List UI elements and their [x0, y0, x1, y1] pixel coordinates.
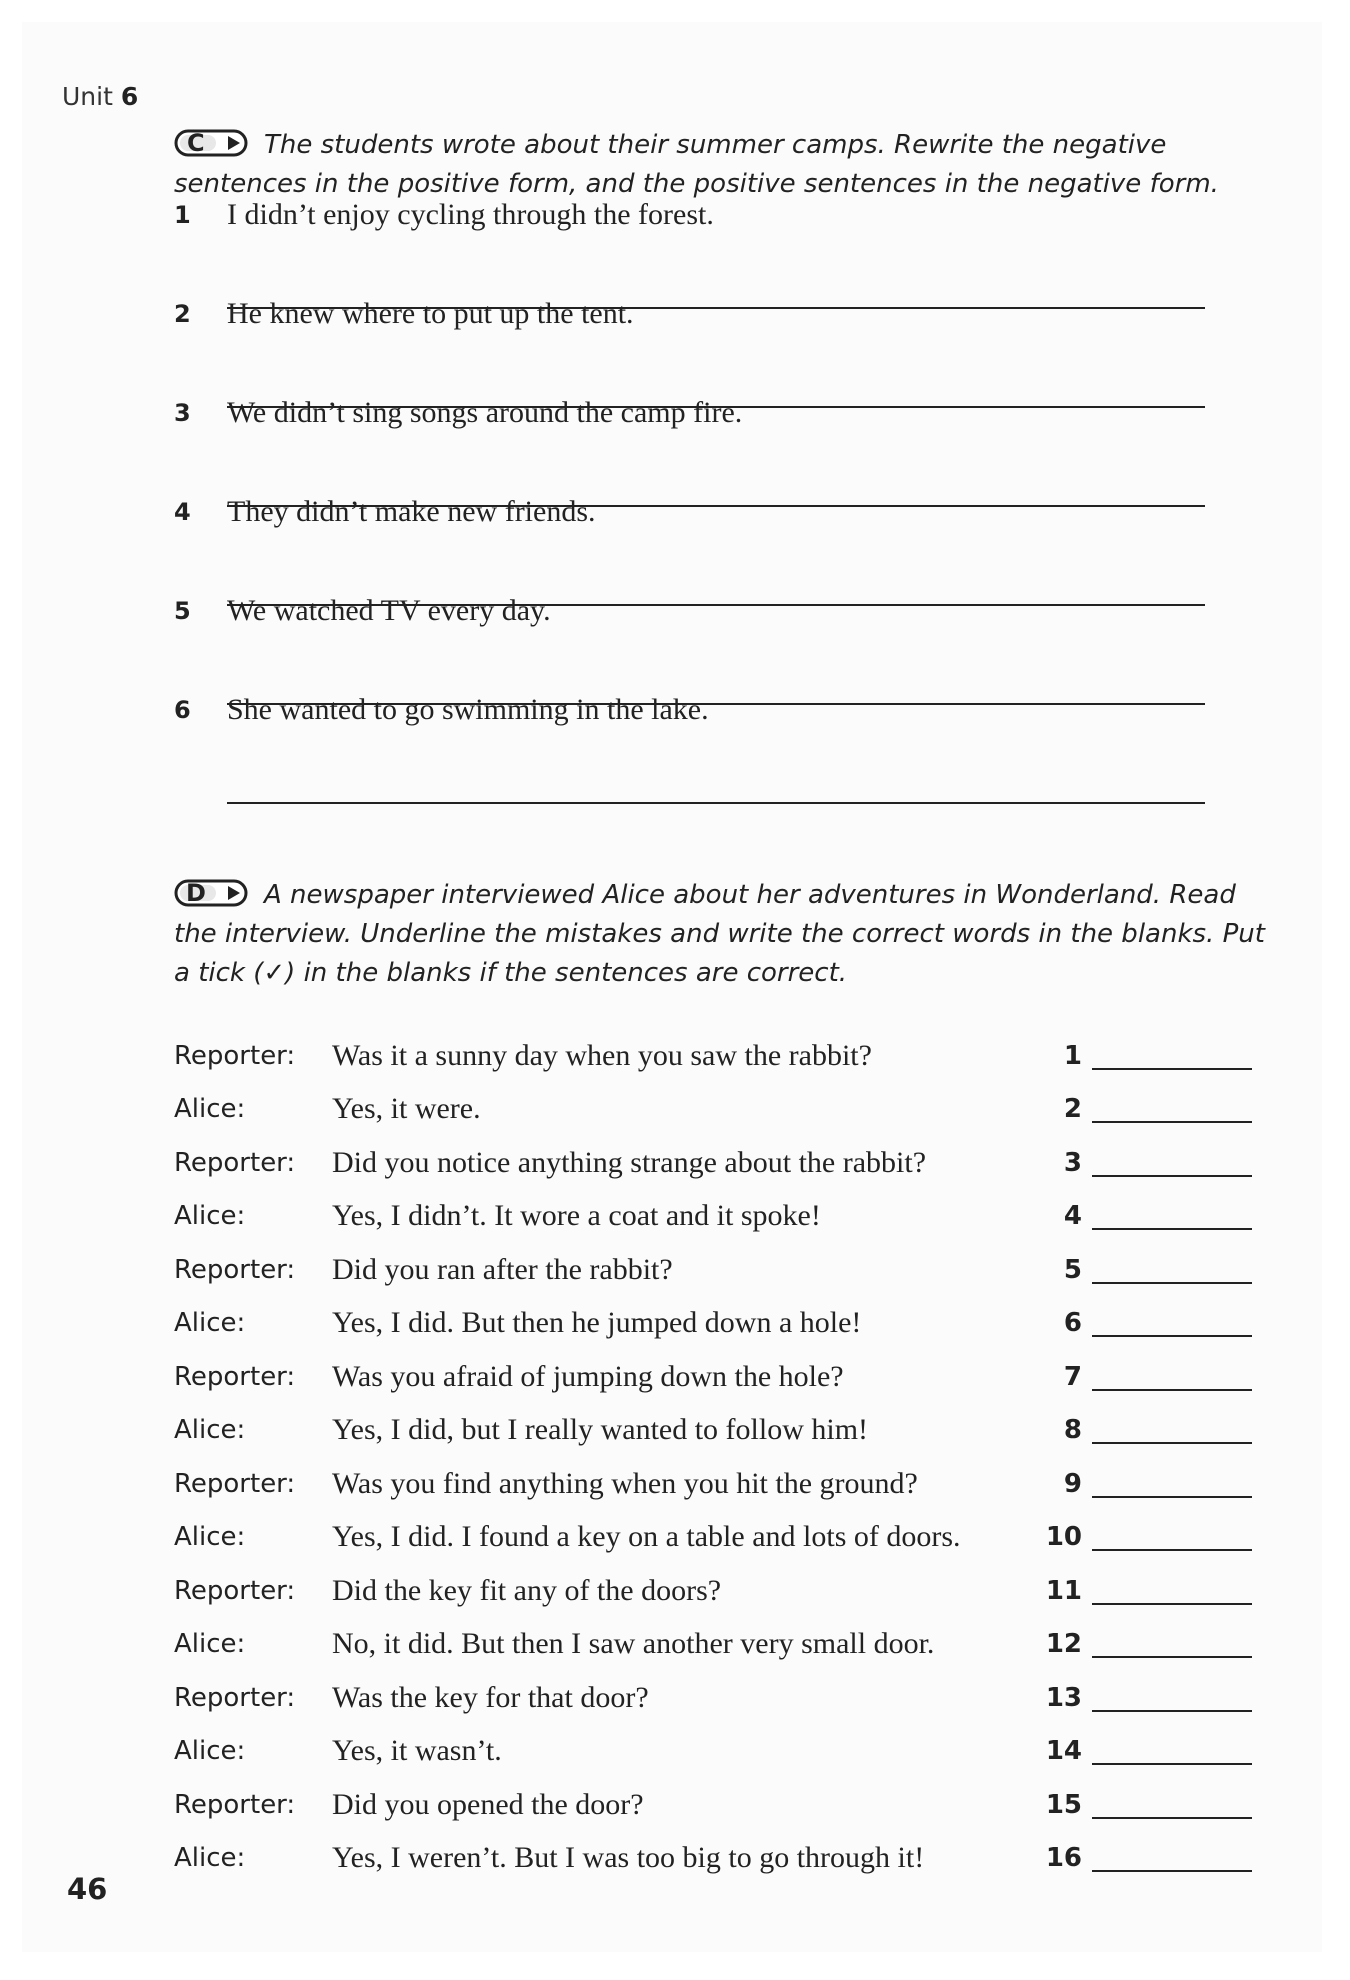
exercise-d-instruction-text: A newspaper interviewed Alice about her adventures in Wonderland. Read the interview. Underline the mistakes and write the correct words in the blanks. Put a tick (✓) in the blanks if the sentences are correct.	[174, 880, 1265, 988]
answer-number: 16	[1045, 1843, 1082, 1873]
speaker: Alice:	[174, 1201, 246, 1231]
workbook-page	[22, 22, 1322, 1952]
utterance: Was you find anything when you hit the ground?	[332, 1467, 918, 1500]
speaker: Reporter:	[174, 1790, 296, 1820]
answer-blank[interactable]	[1092, 1121, 1252, 1123]
answer-number: 1	[1063, 1041, 1082, 1071]
answer-blank[interactable]	[1092, 1496, 1252, 1498]
utterance: Yes, I didn’t. It wore a coat and it spoke!	[332, 1199, 821, 1232]
answer-blank[interactable]	[1092, 1710, 1252, 1712]
speaker: Alice:	[174, 1629, 246, 1659]
interview-line	[174, 1248, 1284, 1292]
answer-blank[interactable]	[1092, 1549, 1252, 1551]
speaker: Alice:	[174, 1415, 246, 1445]
speaker: Alice:	[174, 1094, 246, 1124]
item-number: 5	[174, 597, 191, 625]
answer-number: 3	[1063, 1148, 1082, 1178]
unit-number: 6	[120, 82, 139, 111]
interview-line	[174, 1729, 1284, 1773]
interview-line	[174, 1141, 1284, 1185]
answer-number: 15	[1045, 1790, 1082, 1820]
speaker: Reporter:	[174, 1255, 296, 1285]
speaker: Alice:	[174, 1522, 246, 1552]
exercise-c-item	[174, 690, 1224, 730]
answer-blank[interactable]	[1092, 1228, 1252, 1230]
interview-line	[174, 1783, 1284, 1827]
utterance: Did the key fit any of the doors?	[332, 1574, 722, 1607]
interview-line	[174, 1194, 1284, 1238]
exercise-c-instruction-text: The students wrote about their summer camps. Rewrite the negative sentences in the positive form, and the positive sentences in the negative form.	[174, 130, 1219, 199]
unit-header	[62, 82, 138, 111]
speaker: Reporter:	[174, 1683, 296, 1713]
utterance: Was you afraid of jumping down the hole?	[332, 1360, 844, 1393]
answer-number: 6	[1063, 1308, 1082, 1338]
answer-number: 9	[1063, 1469, 1082, 1499]
speaker: Reporter:	[174, 1362, 296, 1392]
unit-label: Unit	[62, 82, 113, 111]
answer-blank[interactable]	[1092, 1389, 1252, 1391]
speaker: Reporter:	[174, 1148, 296, 1178]
utterance: Yes, I did. I found a key on a table and lots of doors.	[332, 1520, 961, 1553]
answer-blank[interactable]	[1092, 1282, 1252, 1284]
item-sentence: They didn’t make new friends.	[227, 495, 596, 528]
utterance: Yes, it wasn’t.	[332, 1734, 502, 1767]
utterance: Was the key for that door?	[332, 1681, 649, 1714]
item-sentence: He knew where to put up the tent.	[227, 297, 634, 330]
interview-line	[174, 1355, 1284, 1399]
interview-line	[174, 1408, 1284, 1452]
utterance: Yes, it were.	[332, 1092, 481, 1125]
answer-blank[interactable]	[1092, 1603, 1252, 1605]
answer-number: 4	[1063, 1201, 1082, 1231]
answer-blank[interactable]	[1092, 1870, 1252, 1872]
item-number: 3	[174, 399, 191, 427]
interview-line	[174, 1034, 1284, 1078]
answer-blank[interactable]	[1092, 1817, 1252, 1819]
page-number: 46	[67, 1872, 108, 1906]
answer-number: 8	[1063, 1415, 1082, 1445]
item-sentence: I didn’t enjoy cycling through the forest.	[227, 198, 714, 231]
answer-number: 12	[1045, 1629, 1082, 1659]
answer-number: 14	[1045, 1736, 1082, 1766]
exercise-c-instruction	[174, 126, 1284, 204]
utterance: Yes, I did. But then he jumped down a hole!	[332, 1306, 862, 1339]
exercise-c-letter: C	[187, 128, 205, 157]
answer-blank[interactable]	[1092, 1442, 1252, 1444]
answer-line-6[interactable]	[227, 802, 1205, 804]
interview-line	[174, 1676, 1284, 1720]
answer-number: 11	[1045, 1576, 1082, 1606]
utterance: Yes, I did, but I really wanted to follow him!	[332, 1413, 869, 1446]
interview-line	[174, 1301, 1284, 1345]
item-number: 4	[174, 498, 191, 526]
exercise-d-instruction	[174, 876, 1284, 993]
answer-number: 5	[1063, 1255, 1082, 1285]
interview-line	[174, 1462, 1284, 1506]
speaker: Alice:	[174, 1736, 246, 1766]
interview-line	[174, 1836, 1284, 1880]
exercise-c-item	[174, 294, 1224, 334]
exercise-d-badge-icon	[174, 878, 254, 908]
answer-blank[interactable]	[1092, 1175, 1252, 1177]
exercise-d-letter: D	[186, 878, 206, 907]
item-sentence: We didn’t sing songs around the camp fire.	[227, 396, 743, 429]
speaker: Reporter:	[174, 1041, 296, 1071]
exercise-c-item	[174, 195, 1224, 235]
item-number: 2	[174, 300, 191, 328]
exercise-c-item	[174, 492, 1224, 532]
item-number: 1	[174, 201, 191, 229]
answer-number: 2	[1063, 1094, 1082, 1124]
item-number: 6	[174, 696, 191, 724]
answer-number: 13	[1045, 1683, 1082, 1713]
answer-blank[interactable]	[1092, 1656, 1252, 1658]
answer-number: 7	[1063, 1362, 1082, 1392]
utterance: Did you opened the door?	[332, 1788, 644, 1821]
speaker: Reporter:	[174, 1469, 296, 1499]
exercise-c-badge-icon	[174, 128, 254, 158]
exercise-c-item	[174, 591, 1224, 631]
utterance: Yes, I weren’t. But I was too big to go through it!	[332, 1841, 925, 1874]
interview-line	[174, 1622, 1284, 1666]
answer-number: 10	[1045, 1522, 1082, 1552]
utterance: Did you notice anything strange about the rabbit?	[332, 1146, 927, 1179]
interview-line	[174, 1087, 1284, 1131]
speaker: Alice:	[174, 1843, 246, 1873]
interview-line	[174, 1569, 1284, 1613]
interview-line	[174, 1515, 1284, 1559]
item-sentence: We watched TV every day.	[227, 594, 551, 627]
utterance: Was it a sunny day when you saw the rabbit?	[332, 1039, 872, 1072]
item-sentence: She wanted to go swimming in the lake.	[227, 693, 709, 726]
speaker: Reporter:	[174, 1576, 296, 1606]
exercise-c-item	[174, 393, 1224, 433]
utterance: Did you ran after the rabbit?	[332, 1253, 673, 1286]
utterance: No, it did. But then I saw another very small door.	[332, 1627, 935, 1660]
answer-blank[interactable]	[1092, 1763, 1252, 1765]
answer-blank[interactable]	[1092, 1068, 1252, 1070]
speaker: Alice:	[174, 1308, 246, 1338]
answer-blank[interactable]	[1092, 1335, 1252, 1337]
